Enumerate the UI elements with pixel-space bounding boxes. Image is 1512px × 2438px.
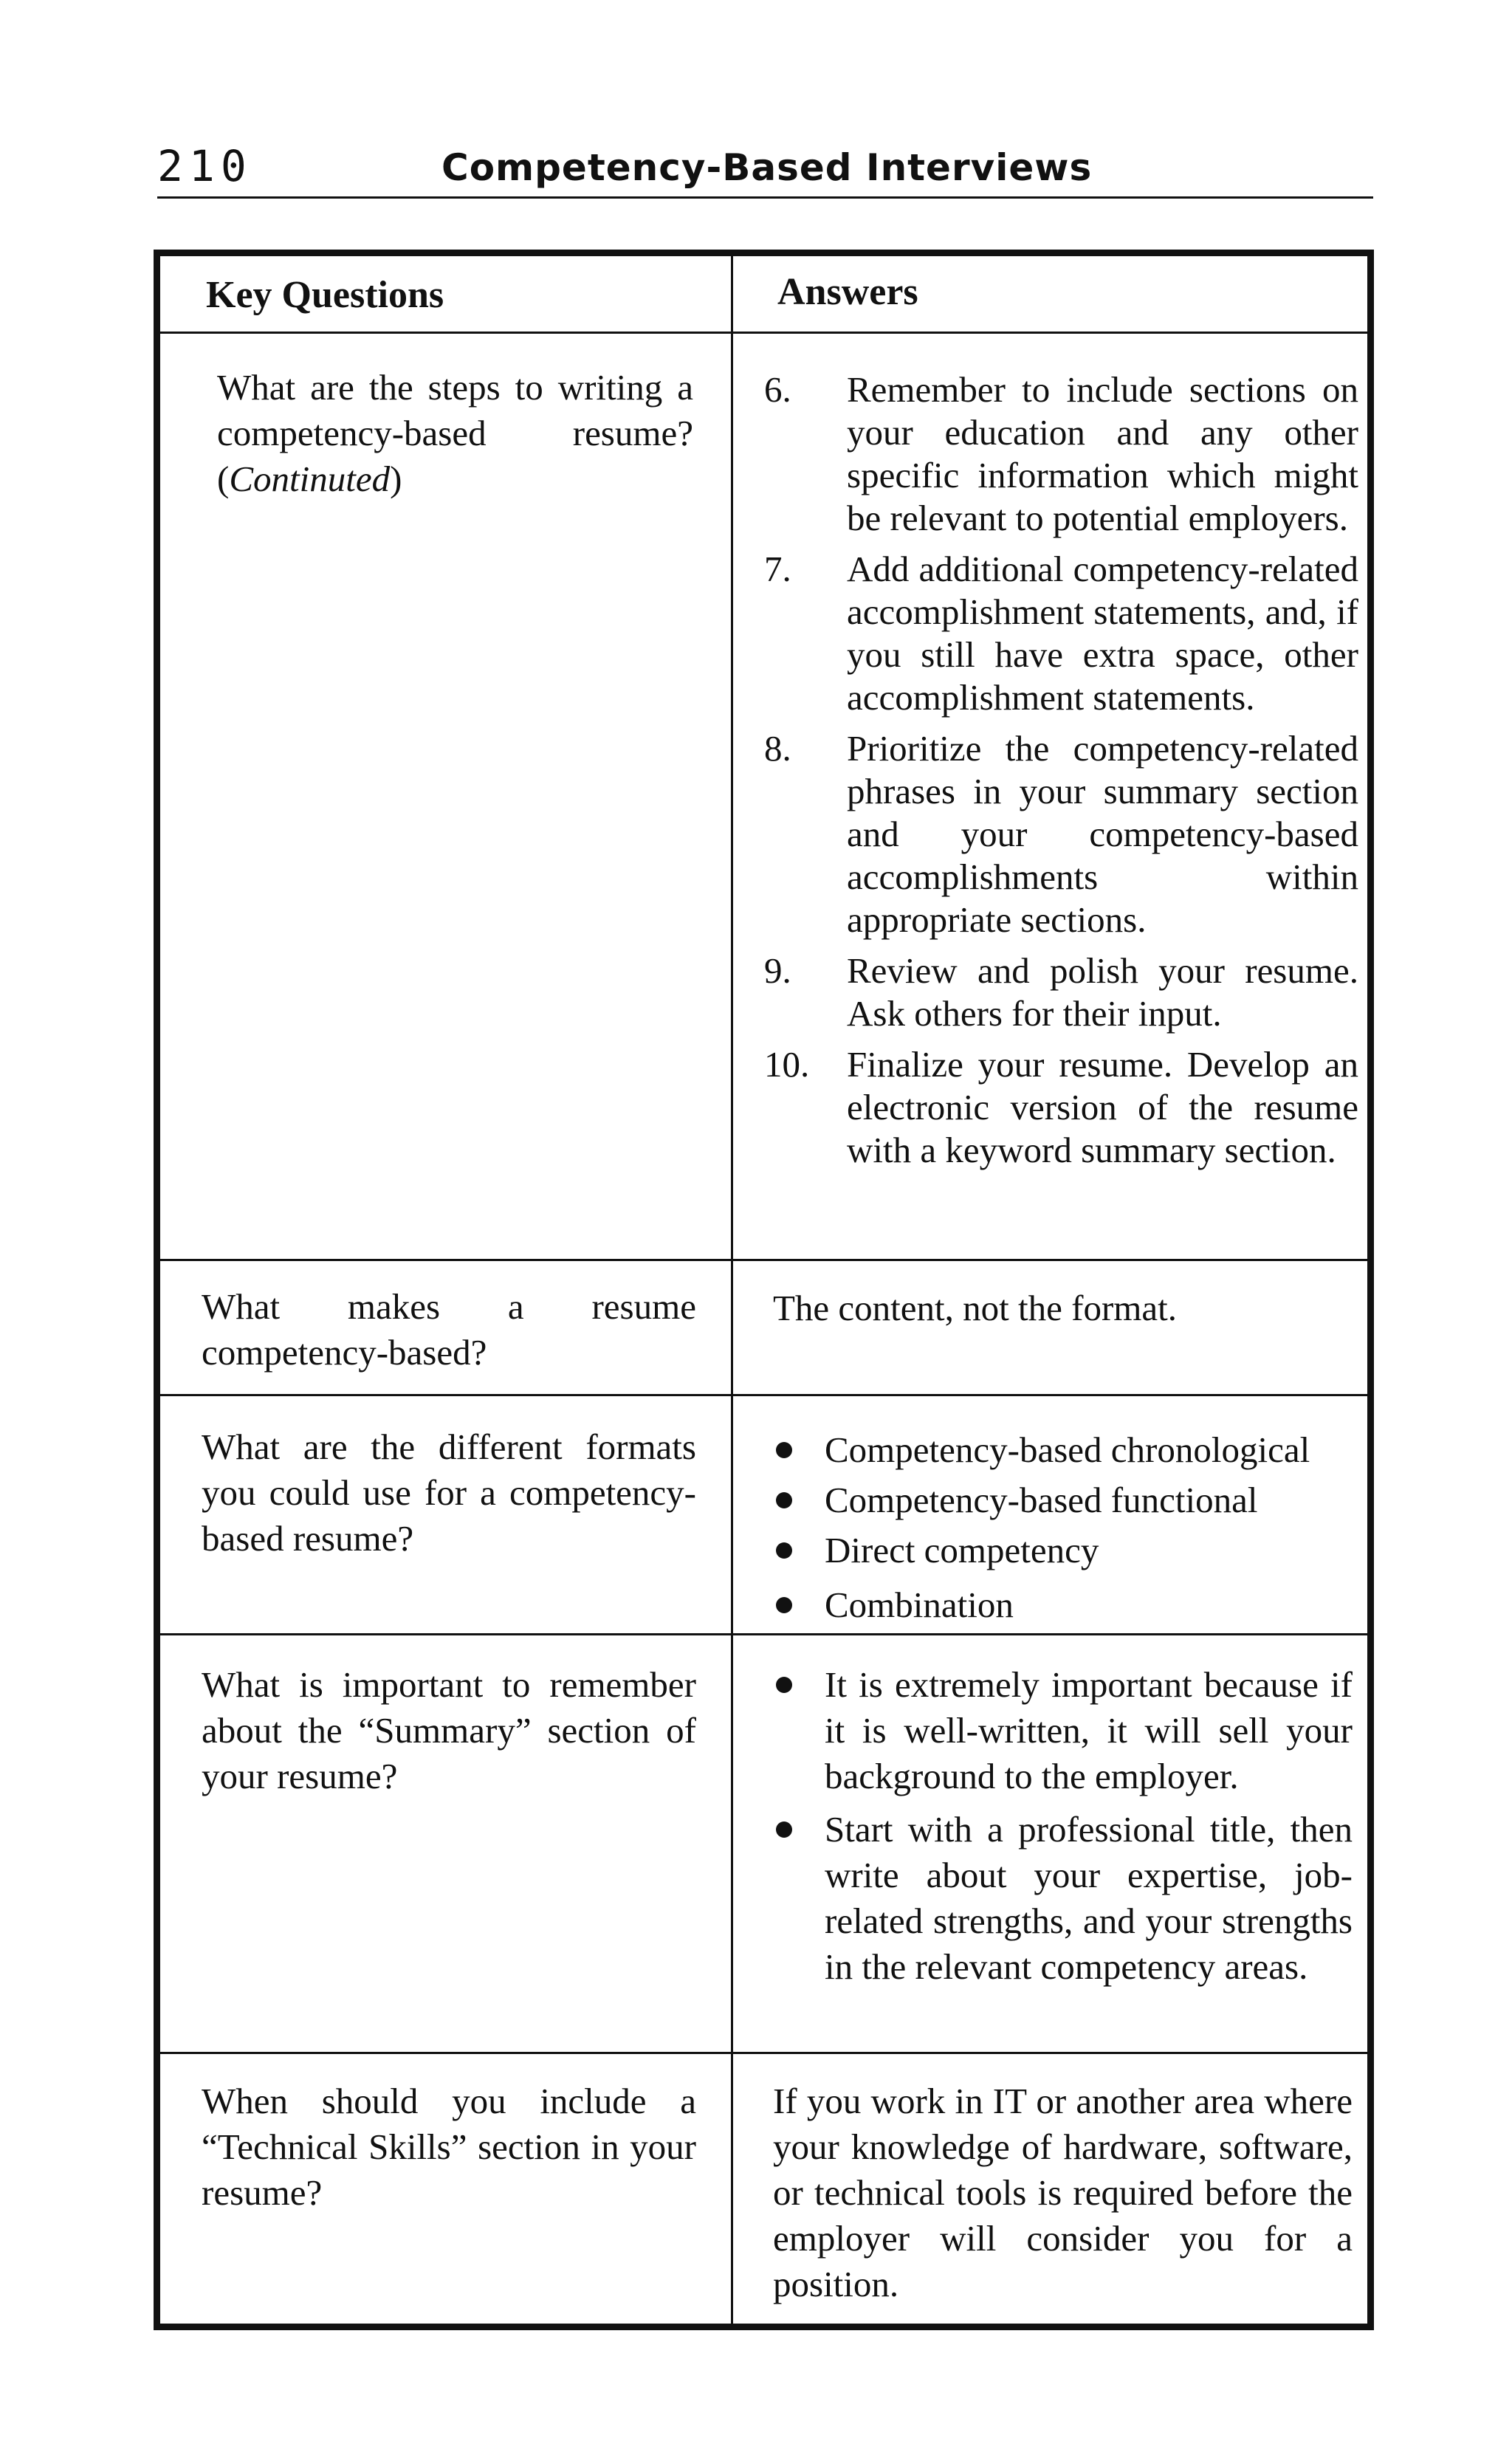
item-text: Add additional competency-related accomplishment statements, and, if you still have extra space, other accomplishment statements. — [847, 549, 1358, 718]
column-header-answers: Answers — [777, 271, 918, 313]
bullet-dot — [776, 1542, 792, 1559]
numbered-answer-list — [764, 368, 1358, 1172]
question-cell: What are the different formats you could use for a competency-based resume? — [202, 1426, 696, 1559]
running-title: Competency-Based Interviews — [441, 146, 1093, 189]
answer-item — [764, 950, 1358, 1035]
question-cell: What makes a resume competency-based? — [202, 1286, 696, 1373]
answer-cell — [773, 1662, 1353, 1990]
row-divider — [160, 1394, 1367, 1396]
question-cell: What is important to remember about the “Summary” section of your resume? — [202, 1664, 696, 1796]
row-divider — [160, 1633, 1367, 1635]
bullet-dot — [776, 1442, 792, 1458]
item-text: Remember to include sections on your education and any other specific information which might be relevant to potential employers. — [847, 369, 1358, 538]
column-divider — [731, 256, 733, 2324]
answer-cell — [764, 368, 1358, 1180]
answer-item — [764, 548, 1358, 719]
bullet-dot — [776, 1597, 792, 1613]
question-text: What are the steps to writing a competency-based resume? — [217, 367, 693, 453]
item-text: Review and polish your resume. Ask others for their input. — [847, 950, 1358, 1034]
bullet-dot — [776, 1821, 792, 1838]
qa-table — [154, 250, 1374, 2330]
bullet-item: Start with a professional title, then write about your expertise, job-related strengths, and your strengths in the relevant competency areas. — [773, 1807, 1353, 1990]
item-number: 10. — [764, 1044, 810, 1085]
bullet-item: Competency-based functional — [773, 1477, 1353, 1523]
item-number: 9. — [764, 950, 791, 991]
item-number: 7. — [764, 549, 791, 589]
row-divider — [160, 1259, 1367, 1261]
page-header — [157, 139, 1373, 199]
header-rule — [160, 332, 1367, 334]
answer-item — [764, 727, 1358, 941]
bullet-item: Direct competency — [773, 1528, 1353, 1573]
item-number: 6. — [764, 369, 791, 410]
item-text: Finalize your resume. Develop an electronic version of the resume with a keyword summary section. — [847, 1044, 1358, 1170]
bullet-list — [773, 1427, 1353, 1628]
item-number: 8. — [764, 728, 791, 769]
question-cell: When should you include a “Technical Skills” section in your resume? — [202, 2081, 696, 2213]
bullet-item: Competency-based chronological — [773, 1427, 1353, 1473]
bullet-dot — [776, 1677, 792, 1693]
answer-item — [764, 368, 1358, 540]
answer-item — [764, 1043, 1358, 1172]
continued-note: Continuted — [229, 459, 391, 499]
item-text: Prioritize the competency-related phrases in your summary section and your competency-based accomplishments within appropriate sections. — [847, 728, 1358, 940]
question-cell: What are the steps to writing a competency-based resume? (Continuted) — [217, 367, 693, 499]
bullet-dot — [776, 1492, 792, 1508]
bullet-list — [773, 1662, 1353, 1990]
column-header-questions: Key Questions — [206, 274, 444, 316]
row-divider — [160, 2052, 1367, 2054]
answer-cell: The content, not the format. — [773, 1288, 1177, 1328]
answer-cell — [773, 1427, 1353, 1628]
answer-cell: If you work in IT or another area where your knowledge of hardware, software, or technical tools is required before the employer will consider you for a position. — [773, 2081, 1353, 2304]
page-number: 210 — [157, 141, 252, 191]
bullet-item: Combination — [773, 1582, 1353, 1628]
bullet-item: It is extremely important because if it is well-written, it will sell your background to the employer. — [773, 1662, 1353, 1799]
